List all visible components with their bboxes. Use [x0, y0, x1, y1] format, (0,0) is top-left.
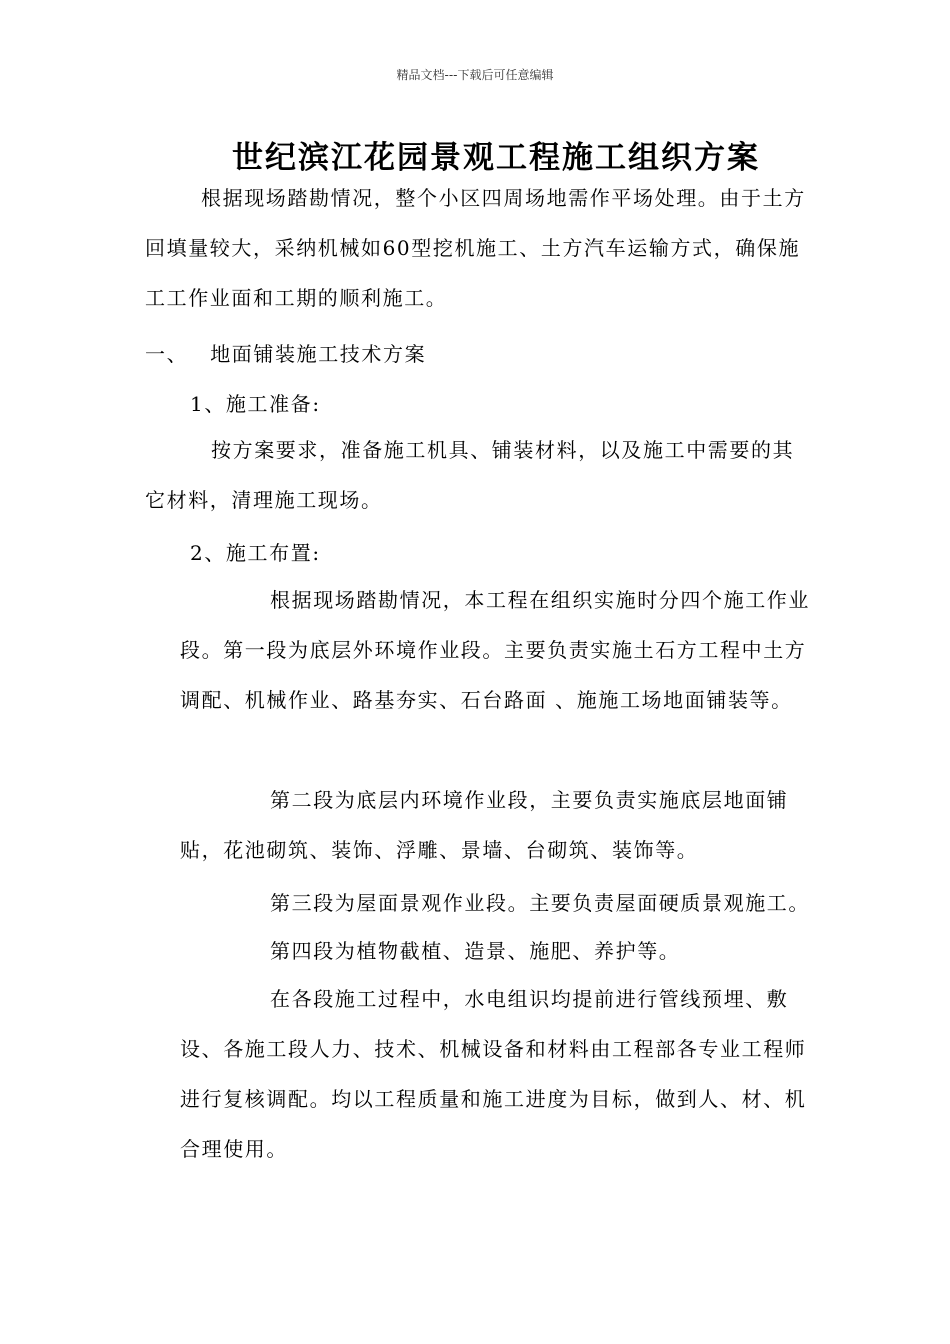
section-heading-text: 地面铺装施工技术方案: [210, 342, 427, 366]
item-1-title: 1、施工准备:: [190, 392, 321, 416]
intro-paragraph: 根据现场踏勘情况，整个小区四周场地需作平场处理。由于土方回填量较大，采纳机械如60型挖机施工、土方汽车运输方式，确保施工工作业面和工期的顺利施工。: [145, 186, 806, 310]
section-heading: [145, 338, 426, 367]
paragraph-c: 第三段为屋面景观作业段。主要负责屋面硬质景观施工。: [270, 891, 810, 915]
item-1-body: 按方案要求，准备施工机具、铺装材料，以及施工中需要的其它材料，清理施工现场。: [145, 438, 795, 512]
paragraph-e: 在各段施工过程中，水电组识均提前进行管线预埋、敷设、各施工段人力、技术、机械设备和材料由工程部各专业工程师进行复核调配。均以工程质量和施工进度为目标，做到人、材、机合理使用。: [180, 987, 807, 1161]
item-2-title: 2、施工布置:: [190, 541, 321, 565]
section-heading-number: 一、: [145, 342, 189, 366]
paragraph-b: 第二段为底层内环境作业段，主要负责实施底层地面铺贴，花池砌筑、装饰、浮雕、景墙、台砌筑、装饰等。: [180, 788, 789, 862]
paragraph-a: 根据现场踏勘情况，本工程在组织实施时分四个施工作业段。第一段为底层外环境作业段。主要负责实施土石方工程中土方调配、机械作业、路基夯实、石台路面 、施施工场地面铺装等。: [180, 588, 810, 712]
paragraph-d: 第四段为植物截植、造景、施肥、养护等。: [270, 939, 681, 963]
page-header: 精品文档---下载后可任意编辑: [396, 68, 554, 82]
document-title: 世纪滨江花园景观工程施工组织方案: [232, 140, 760, 176]
